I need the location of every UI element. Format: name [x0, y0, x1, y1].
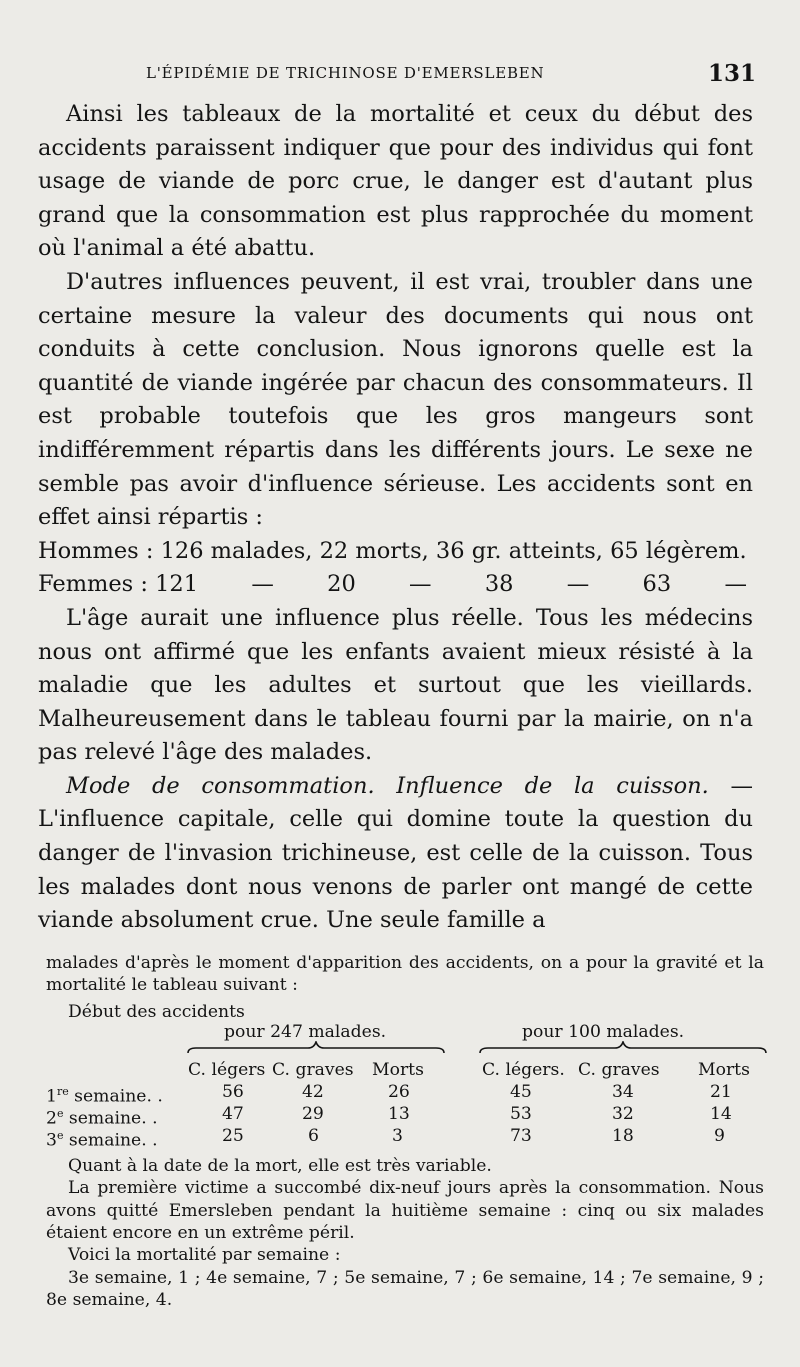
col-header-light: C. légers. — [482, 1059, 565, 1080]
section-lead: Mode de consommation. Influence de la cuisson. — [66, 772, 709, 799]
group-header-247: pour 247 malades. — [224, 1021, 387, 1042]
table-start-label: Début des accidents — [68, 1001, 245, 1022]
table-cell: 29 — [302, 1103, 324, 1124]
col-header-deaths: Morts — [698, 1059, 750, 1080]
brace-group-247 — [186, 1041, 446, 1055]
table-cell: 73 — [510, 1125, 532, 1146]
footnote-intro: malades d'après le moment d'apparition des accidents, on a pour la gravité et la mortalité le tableau suivant : — [46, 953, 764, 996]
footnote-death-date: Quant à la date de la mort, elle est très variable. — [68, 1155, 492, 1176]
table-cell: 34 — [612, 1081, 634, 1102]
sex-row-men — [38, 535, 753, 569]
footnote-weekly-mortality: 3e semaine, 1 ; 4e semaine, 7 ; 5e semaine, 7 ; 6e semaine, 14 ; 7e semaine, 9 ; 8e semaine, 4. — [46, 1267, 764, 1311]
table-cell: 47 — [222, 1103, 244, 1124]
col-header-severe: C. graves — [578, 1059, 660, 1080]
row-label: 1re semaine. . — [46, 1084, 163, 1107]
col-header-severe: C. graves — [272, 1059, 354, 1080]
footnote-week-intro: Voici la mortalité par semaine : — [68, 1245, 341, 1266]
paragraph-other-influences: D'autres influences peuvent, il est vrai, troubler dans une certaine mesure la valeur des documents qui nous ont conduits à cette conclusion. Nous ignorons quelle est la quantité de viande ingérée par chacun des consommateurs. Il est probable toutefois que les gros mangeurs sont indifféremment répartis dans les différents jours. Le sexe ne semble pas avoir d'influence sérieuse. Les accidents sont en effet ainsi répartis : — [38, 268, 753, 531]
table-cell: 21 — [710, 1081, 732, 1102]
onset-table — [46, 1001, 764, 1153]
group-header-100: pour 100 malades. — [522, 1021, 685, 1042]
table-cell: 18 — [612, 1125, 634, 1146]
paragraph-mortality: Ainsi les tableaux de la mortalité et ceux du début des accidents paraissent indiquer que pour des individus qui font usage de viande de porc crue, le danger est d'autant plus grand que la consommation est plus rapprochée du moment où l'animal a été abattu. — [38, 101, 753, 262]
table-cell: 13 — [388, 1103, 410, 1124]
running-title: L'ÉPIDÉMIE DE TRICHINOSE D'EMERSLEBEN — [146, 64, 545, 82]
ditto-dash: — — [724, 571, 747, 598]
table-cell: 45 — [510, 1081, 532, 1102]
ditto-dash: — — [251, 571, 274, 598]
running-head — [38, 58, 756, 88]
sex-row-women — [38, 568, 753, 602]
ditto-dash: — — [566, 571, 590, 598]
women-deaths: 20 — [327, 571, 356, 598]
footnote-block — [46, 952, 764, 1312]
women-severe: 38 — [484, 571, 514, 598]
brace-group-100 — [478, 1041, 768, 1055]
paragraph-consumption — [38, 770, 753, 938]
table-cell: 3 — [392, 1125, 403, 1146]
table-cell: 9 — [714, 1125, 725, 1146]
table-cell: 26 — [388, 1081, 410, 1102]
paragraph-age: L'âge aurait une influence plus réelle. Tous les médecins nous ont affirmé que les enfants avaient mieux résisté à la maladie que les adultes et surtout que les vieillards. Malheureusement dans le tableau fourni par la mairie, on n'a pas relevé l'âge des malades. — [38, 604, 753, 766]
ditto-dash: — — [409, 571, 432, 598]
row-label: 3e semaine. . — [46, 1128, 158, 1151]
col-header-light: C. légers — [188, 1059, 266, 1080]
table-cell: 14 — [710, 1103, 732, 1124]
women-label: Femmes : 121 — [38, 571, 199, 598]
table-cell: 25 — [222, 1125, 244, 1146]
table-cell: 53 — [510, 1103, 532, 1124]
sex-row-men-text: Hommes : 126 malades, 22 morts, 36 gr. atteints, 65 légèrem. — [38, 537, 747, 564]
row-label: 2e semaine. . — [46, 1106, 158, 1129]
main-text — [38, 98, 753, 938]
table-cell: 42 — [302, 1081, 324, 1102]
table-cell: 32 — [612, 1103, 634, 1124]
paragraph-consumption-text: — L'influence capitale, celle qui domine toute la question du danger de l'invasion trichineuse, est celle de la cuisson. Tous les malades dont nous venons de parler ont mangé de cette viande absolument crue. Une seule famille a — [38, 772, 753, 934]
footnote-first-victim: La première victime a succombé dix-neuf jours après la consommation. Nous avons quitté Emersleben pendant la huitième semaine : cinq ou six malades étaient encore en un extrême péril. — [46, 1178, 764, 1244]
table-cell: 6 — [308, 1125, 319, 1146]
table-cell: 56 — [222, 1081, 244, 1102]
page-number: 131 — [707, 60, 756, 87]
col-header-deaths: Morts — [372, 1059, 424, 1080]
women-light: 63 — [642, 571, 672, 598]
